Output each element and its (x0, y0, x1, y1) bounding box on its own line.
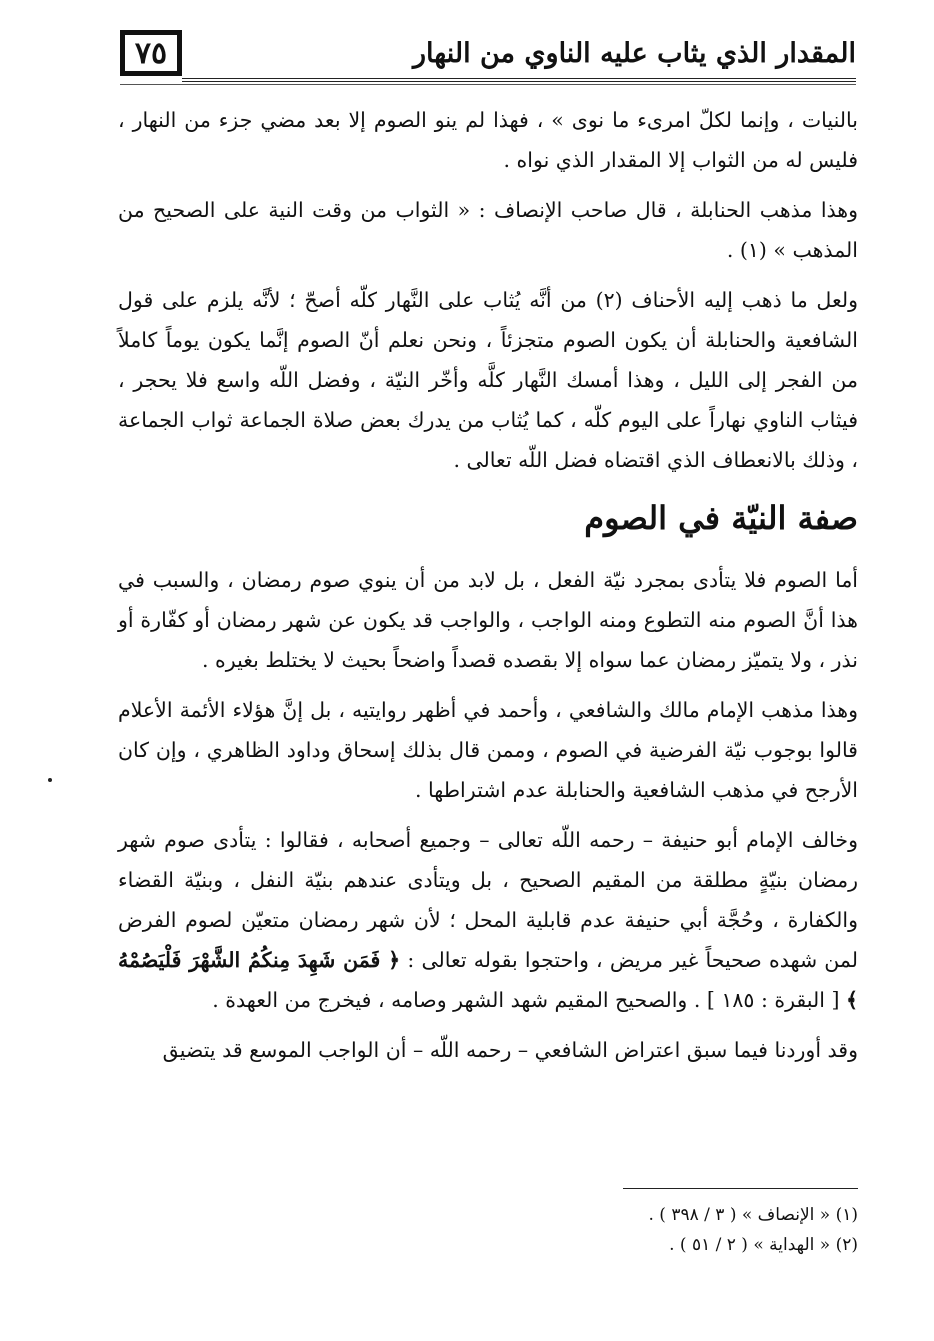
section-heading: صفة النيّة في الصوم (584, 499, 858, 537)
main-text (118, 100, 858, 1080)
footnote-separator (623, 1188, 858, 1189)
page-number: ٧٥ (120, 30, 182, 76)
page-header (120, 30, 856, 86)
quran-verse: ﴿ فَمَن شَهِدَ مِنكُمُ الشَّهْرَ فَلْيَصُمْهُ ﴾ (118, 948, 858, 1012)
hanafi-text: وخالف الإمام أبو حنيفة – رحمه اللّه تعالى – وجميع أصحابه ، فقالوا : يتأدى صوم شهر رمضان بنيّةٍ مطلقة من المقيم الصحيح ، بل ويتأدى عندهم بنيّة النفل ، وبنيّة القضاء والكفارة ، وحُجَّة أبي حنيفة عدم قابلية المحل ؛ لأن شهر رمضان متعيّن لصوم الفرض لمن شهده صحيحاً غير مريض ، واحتجوا بقوله تعالى : (118, 828, 858, 972)
paragraph: بالنيات ، وإنما لكلّ امرىء ما نوى » ، فهذا لم ينو الصوم إلا بعد مضي جزء من النهار ، فليس له من الثواب إلا المقدار الذي نواه . (118, 108, 858, 172)
running-title: المقدار الذي يثاب عليه الناوي من النهار (413, 38, 856, 69)
paragraph: أما الصوم فلا يتأدى بمجرد نيّة الفعل ، بل لابد من أن ينوي صوم رمضان ، والسبب في هذا أنَّ الصوم منه التطوع ومنه الواجب ، والواجب قد يكون عن شهر رمضان أو كفّارة أو نذر ، ولا يتميّز رمضان عما سواه إلا بقصده قصداً واضحاً بحيث لا يختلط بغيره . (118, 568, 858, 672)
paragraph: وهذا مذهب الإمام مالك والشافعي ، وأحمد في أظهر روايتيه ، بل إنَّ هؤلاء الأئمة الأعلام قالوا بوجوب نيّة الفرضية في الصوم ، وممن قال بذلك إسحاق وداود الظاهري ، وإن كان الأرجح في مذهب الشافعية والحنابلة عدم اشتراطها . (118, 698, 858, 802)
paragraph: وهذا مذهب الحنابلة ، قال صاحب الإنصاف : « الثواب من وقت النية على الصحيح من المذهب » (١) . (118, 198, 858, 262)
footnotes (118, 1200, 858, 1260)
footnote: (٢) « الهداية » ( ٢ / ٥١ ) . (669, 1235, 858, 1255)
footnote: (١) « الإنصاف » ( ٣ / ٣٩٨ ) . (648, 1205, 858, 1225)
paragraph: وقد أوردنا فيما سبق اعتراض الشافعي – رحمه اللّه – أن الواجب الموسع قد يتضيق (162, 1038, 858, 1062)
paragraph-hanafi (118, 820, 858, 1020)
paragraph: ولعل ما ذهب إليه الأحناف (٢) من أنَّه يُثاب على النَّهار كلّه أصحّ ؛ لأنَّه يلزم على قول الشافعية والحنابلة أن يكون الصوم متجزئاً ، ونحن نعلم أنّ الصوم إنَّما يكون يوماً كاملاً من الفجر إلى الليل ، وهذا أمسك النَّهار كلَّه وأخّر النيّة ، وفضل اللّه واسع فلا يحجر ، فيثاب الناوي نهاراً على اليوم كلّه ، كما يُثاب من يدرك بعض صلاة الجماعة ثواب الجماعة ، وذلك بالانعطاف الذي اقتضاه فضل اللّه تعالى . (118, 288, 858, 472)
margin-dot (48, 778, 52, 782)
header-rule (182, 78, 856, 82)
hanafi-text-end: [ البقرة : ١٨٥ ] . والصحيح المقيم شهد الشهر وصامه ، فيخرج من العهدة . (212, 988, 840, 1012)
header-rule-thin (120, 84, 856, 85)
